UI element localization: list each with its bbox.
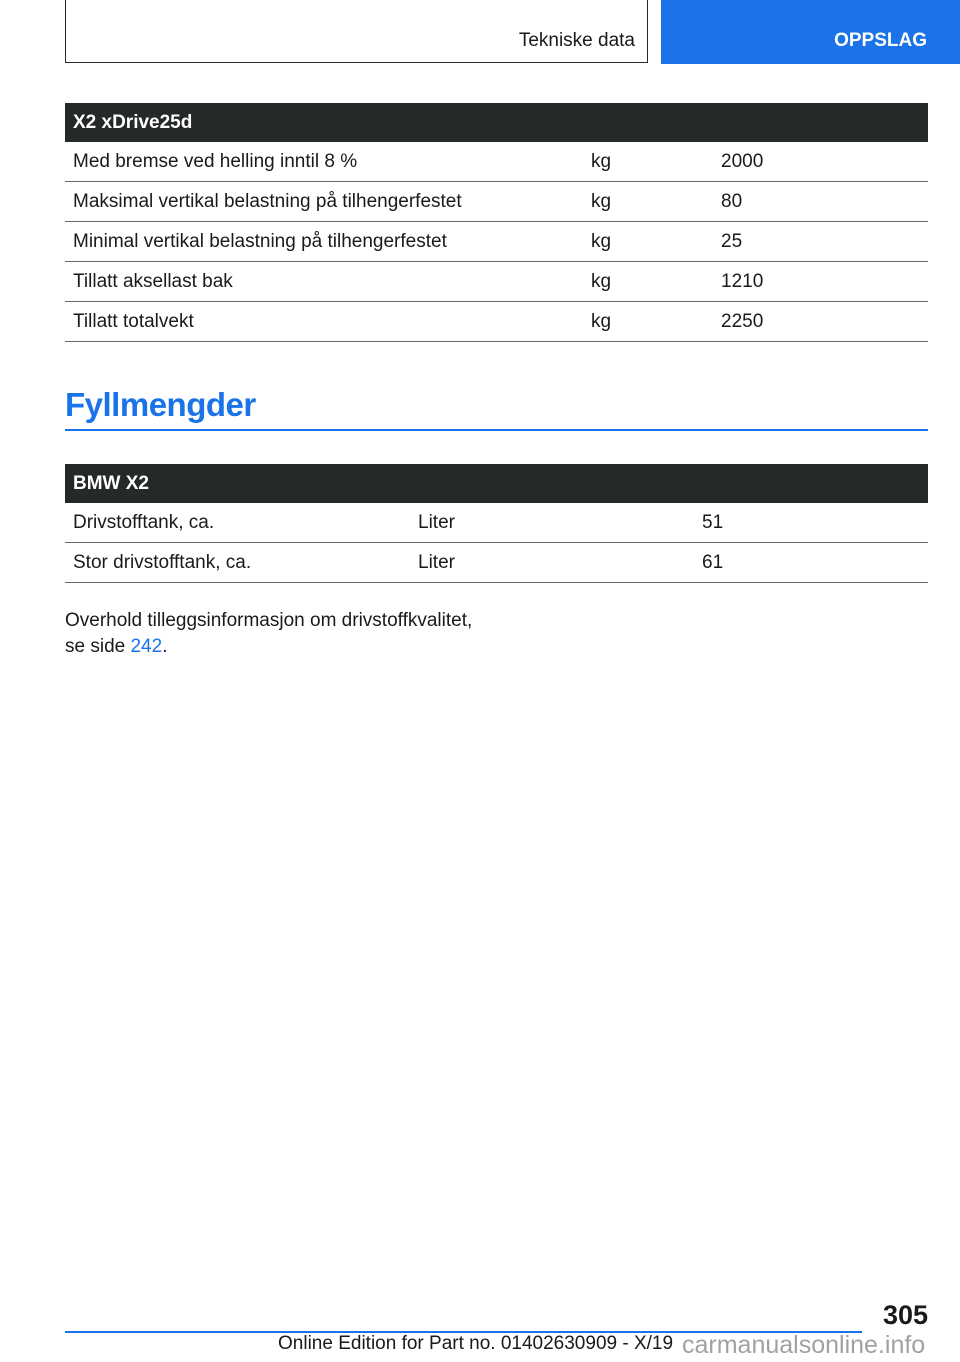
row-value: 2250	[713, 302, 928, 342]
page-reference-link[interactable]: 242	[130, 636, 163, 657]
table-row	[65, 543, 928, 583]
row-label: Drivstofftank, ca.	[65, 503, 410, 543]
row-label: Med bremse ved helling inntil 8 %	[65, 142, 583, 182]
page-number: 305	[882, 1300, 928, 1330]
table-row	[65, 302, 928, 342]
row-value: 80	[713, 182, 928, 222]
tab-oppslag-label: OPPSLAG	[834, 30, 927, 51]
row-unit: Liter	[410, 503, 694, 543]
table-heading: X2 xDrive25d	[65, 103, 928, 142]
fuel-table	[65, 464, 928, 583]
row-value: 61	[694, 543, 928, 583]
table-heading: BMW X2	[65, 464, 928, 503]
table-header-row	[65, 103, 928, 142]
table-row	[65, 182, 928, 222]
table-row	[65, 142, 928, 182]
note-suffix: .	[162, 636, 168, 657]
tab-oppslag[interactable]	[661, 0, 960, 64]
footer-watermark: carmanualsonline.info	[682, 1331, 926, 1359]
header-section-title: Tekniske data	[518, 30, 635, 51]
row-value: 25	[713, 222, 928, 262]
footer-edition-text: Online Edition for Part no. 01402630909 - X/19	[278, 1333, 674, 1354]
section-title-rule	[65, 429, 928, 431]
note-line-1: Overhold tilleggsinformasjon om drivstoffkvalitet,	[65, 610, 473, 631]
row-unit: kg	[583, 222, 713, 262]
section-title: Fyllmengder	[65, 386, 256, 423]
row-unit: kg	[583, 182, 713, 222]
table-row	[65, 262, 928, 302]
note-prefix: se side	[65, 636, 131, 657]
row-label: Minimal vertikal belastning på tilhengerfestet	[65, 222, 583, 262]
row-unit: kg	[583, 262, 713, 302]
row-value: 2000	[713, 142, 928, 182]
table-header-row	[65, 464, 928, 503]
row-value: 1210	[713, 262, 928, 302]
table-row	[65, 222, 928, 262]
row-label: Tillatt totalvekt	[65, 302, 583, 342]
fuel-quality-note	[65, 608, 472, 660]
row-unit: Liter	[410, 543, 694, 583]
row-label: Tillatt aksellast bak	[65, 262, 583, 302]
towing-table	[65, 103, 928, 342]
row-unit: kg	[583, 302, 713, 342]
row-value: 51	[694, 503, 928, 543]
row-unit: kg	[583, 142, 713, 182]
row-label: Stor drivstofftank, ca.	[65, 543, 410, 583]
note-line-2	[65, 634, 472, 660]
table-row	[65, 503, 928, 543]
row-label: Maksimal vertikal belastning på tilhengerfestet	[65, 182, 583, 222]
